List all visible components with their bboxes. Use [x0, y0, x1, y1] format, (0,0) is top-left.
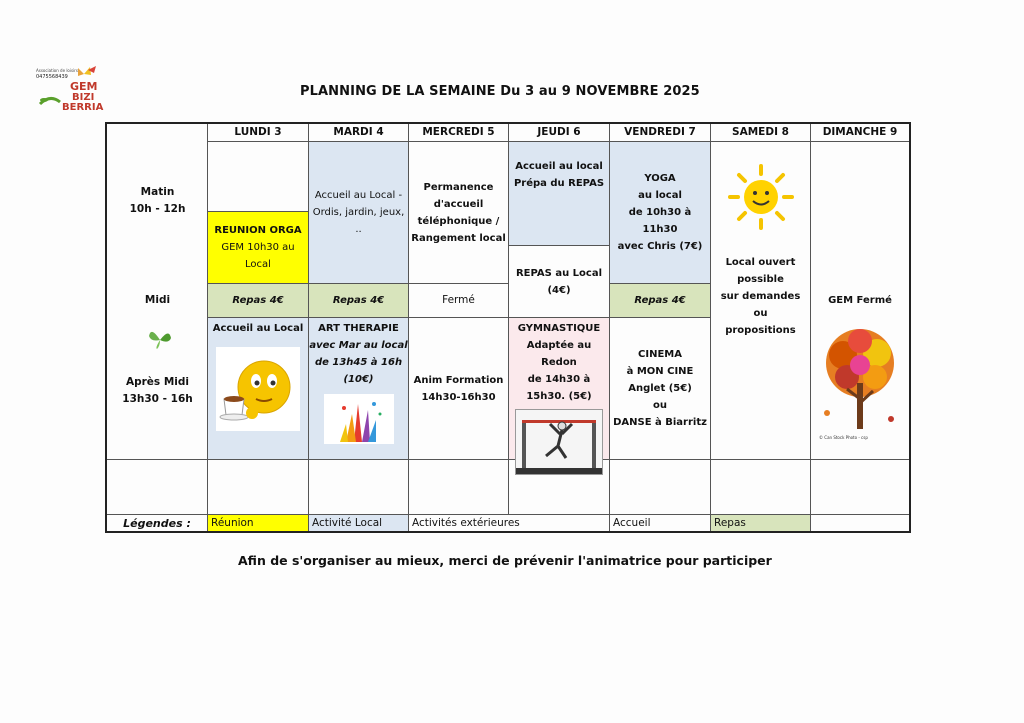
corner-cell: [107, 124, 208, 142]
saturday-column: [711, 142, 811, 460]
svg-text:0475568439: 0475568439: [36, 74, 68, 80]
sun-icon: [726, 162, 796, 232]
svg-text:BIZI: BIZI: [72, 92, 95, 103]
svg-text:BERRIA: BERRIA: [62, 102, 104, 113]
legend-accueil: Accueil: [610, 515, 711, 531]
smiley-coffee-icon: [216, 347, 300, 431]
friday-meal: Repas 4€: [610, 284, 711, 318]
gem-logo: [34, 64, 106, 114]
wednesday-meal: Fermé: [409, 284, 509, 318]
butterfly-icon: [147, 326, 173, 354]
thursday-afternoon: GYMNASTIQUE Adaptée au Redon de 14h30 à 15h30. (5€): [509, 318, 610, 460]
day-header-sunday: DIMANCHE 9: [811, 124, 909, 142]
svg-text:Association de loisirs: Association de loisirs: [36, 68, 78, 73]
sunday-column: [811, 142, 909, 460]
sunday-text: GEM Fermé: [828, 295, 892, 306]
afternoon-label: Après Midi 13h30 - 16h: [122, 376, 193, 405]
empty-cell: [409, 460, 509, 515]
page-title: PLANNING DE LA SEMAINE Du 3 au 9 NOVEMBRE 2025: [300, 84, 700, 99]
weekly-schedule-table: [105, 122, 911, 533]
autumn-tree-icon: [817, 323, 903, 443]
empty-cell: [208, 460, 309, 515]
empty-row-label: [107, 460, 208, 515]
monday-morning-empty: [208, 142, 309, 212]
thursday-morning: Accueil au local Prépa du REPAS: [509, 142, 610, 246]
wednesday-morning: Permanence d'accueil téléphonique / Rangement local: [409, 142, 509, 284]
day-header-thursday: JEUDI 6: [509, 124, 610, 142]
empty-cell: [309, 460, 409, 515]
empty-cell: [509, 460, 610, 515]
day-header-tuesday: MARDI 4: [309, 124, 409, 142]
legend-repas: Repas: [711, 515, 811, 531]
morning-label: Matin 10h - 12h: [129, 186, 186, 215]
day-header-saturday: SAMEDI 8: [711, 124, 811, 142]
tuesday-morning: Accueil au Local - Ordis, jardin, jeux, ..: [309, 142, 409, 284]
empty-cell: [610, 460, 711, 515]
monday-meal: Repas 4€: [208, 284, 309, 318]
legend-empty: [811, 515, 909, 531]
tuesday-afternoon: ART THERAPIE avec Mar au local de 13h45 à 16h (10€): [309, 318, 409, 460]
empty-cell: [711, 460, 811, 515]
monday-meeting: REUNION ORGA GEM 10h30 au Local: [208, 212, 309, 284]
day-header-friday: VENDREDI 7: [610, 124, 711, 142]
legend-reunion: Réunion: [208, 515, 309, 531]
paint-splash-icon: [324, 394, 394, 444]
friday-afternoon: CINEMA à MON CINE Anglet (5€) ou DANSE à Biarritz: [610, 318, 711, 460]
saturday-text: Local ouvert possible sur demandes ou propositions: [720, 257, 801, 336]
tuesday-meal: Repas 4€: [309, 284, 409, 318]
footer-note: Afin de s'organiser au mieux, merci de prévenir l'animatrice pour participer: [238, 553, 772, 568]
day-header-wednesday: MERCREDI 5: [409, 124, 509, 142]
monday-afternoon: Accueil au Local: [208, 318, 309, 460]
legend-activites-exterieures: Activités extérieures: [409, 515, 610, 531]
day-header-monday: LUNDI 3: [208, 124, 309, 142]
thursday-meal: REPAS au Local (4€): [509, 246, 610, 318]
svg-text:GEM: GEM: [70, 80, 98, 93]
midday-label: Midi: [144, 294, 171, 306]
empty-cell: [811, 460, 909, 515]
legend-activite-local: Activité Local: [309, 515, 409, 531]
svg-text:© Can Stock Photo - csp: © Can Stock Photo - csp: [819, 435, 868, 440]
legend-label: Légendes :: [107, 515, 208, 531]
friday-morning: YOGA au local de 10h30 à 11h30 avec Chris (7€): [610, 142, 711, 284]
wednesday-afternoon: Anim Formation 14h30-16h30: [409, 318, 509, 460]
